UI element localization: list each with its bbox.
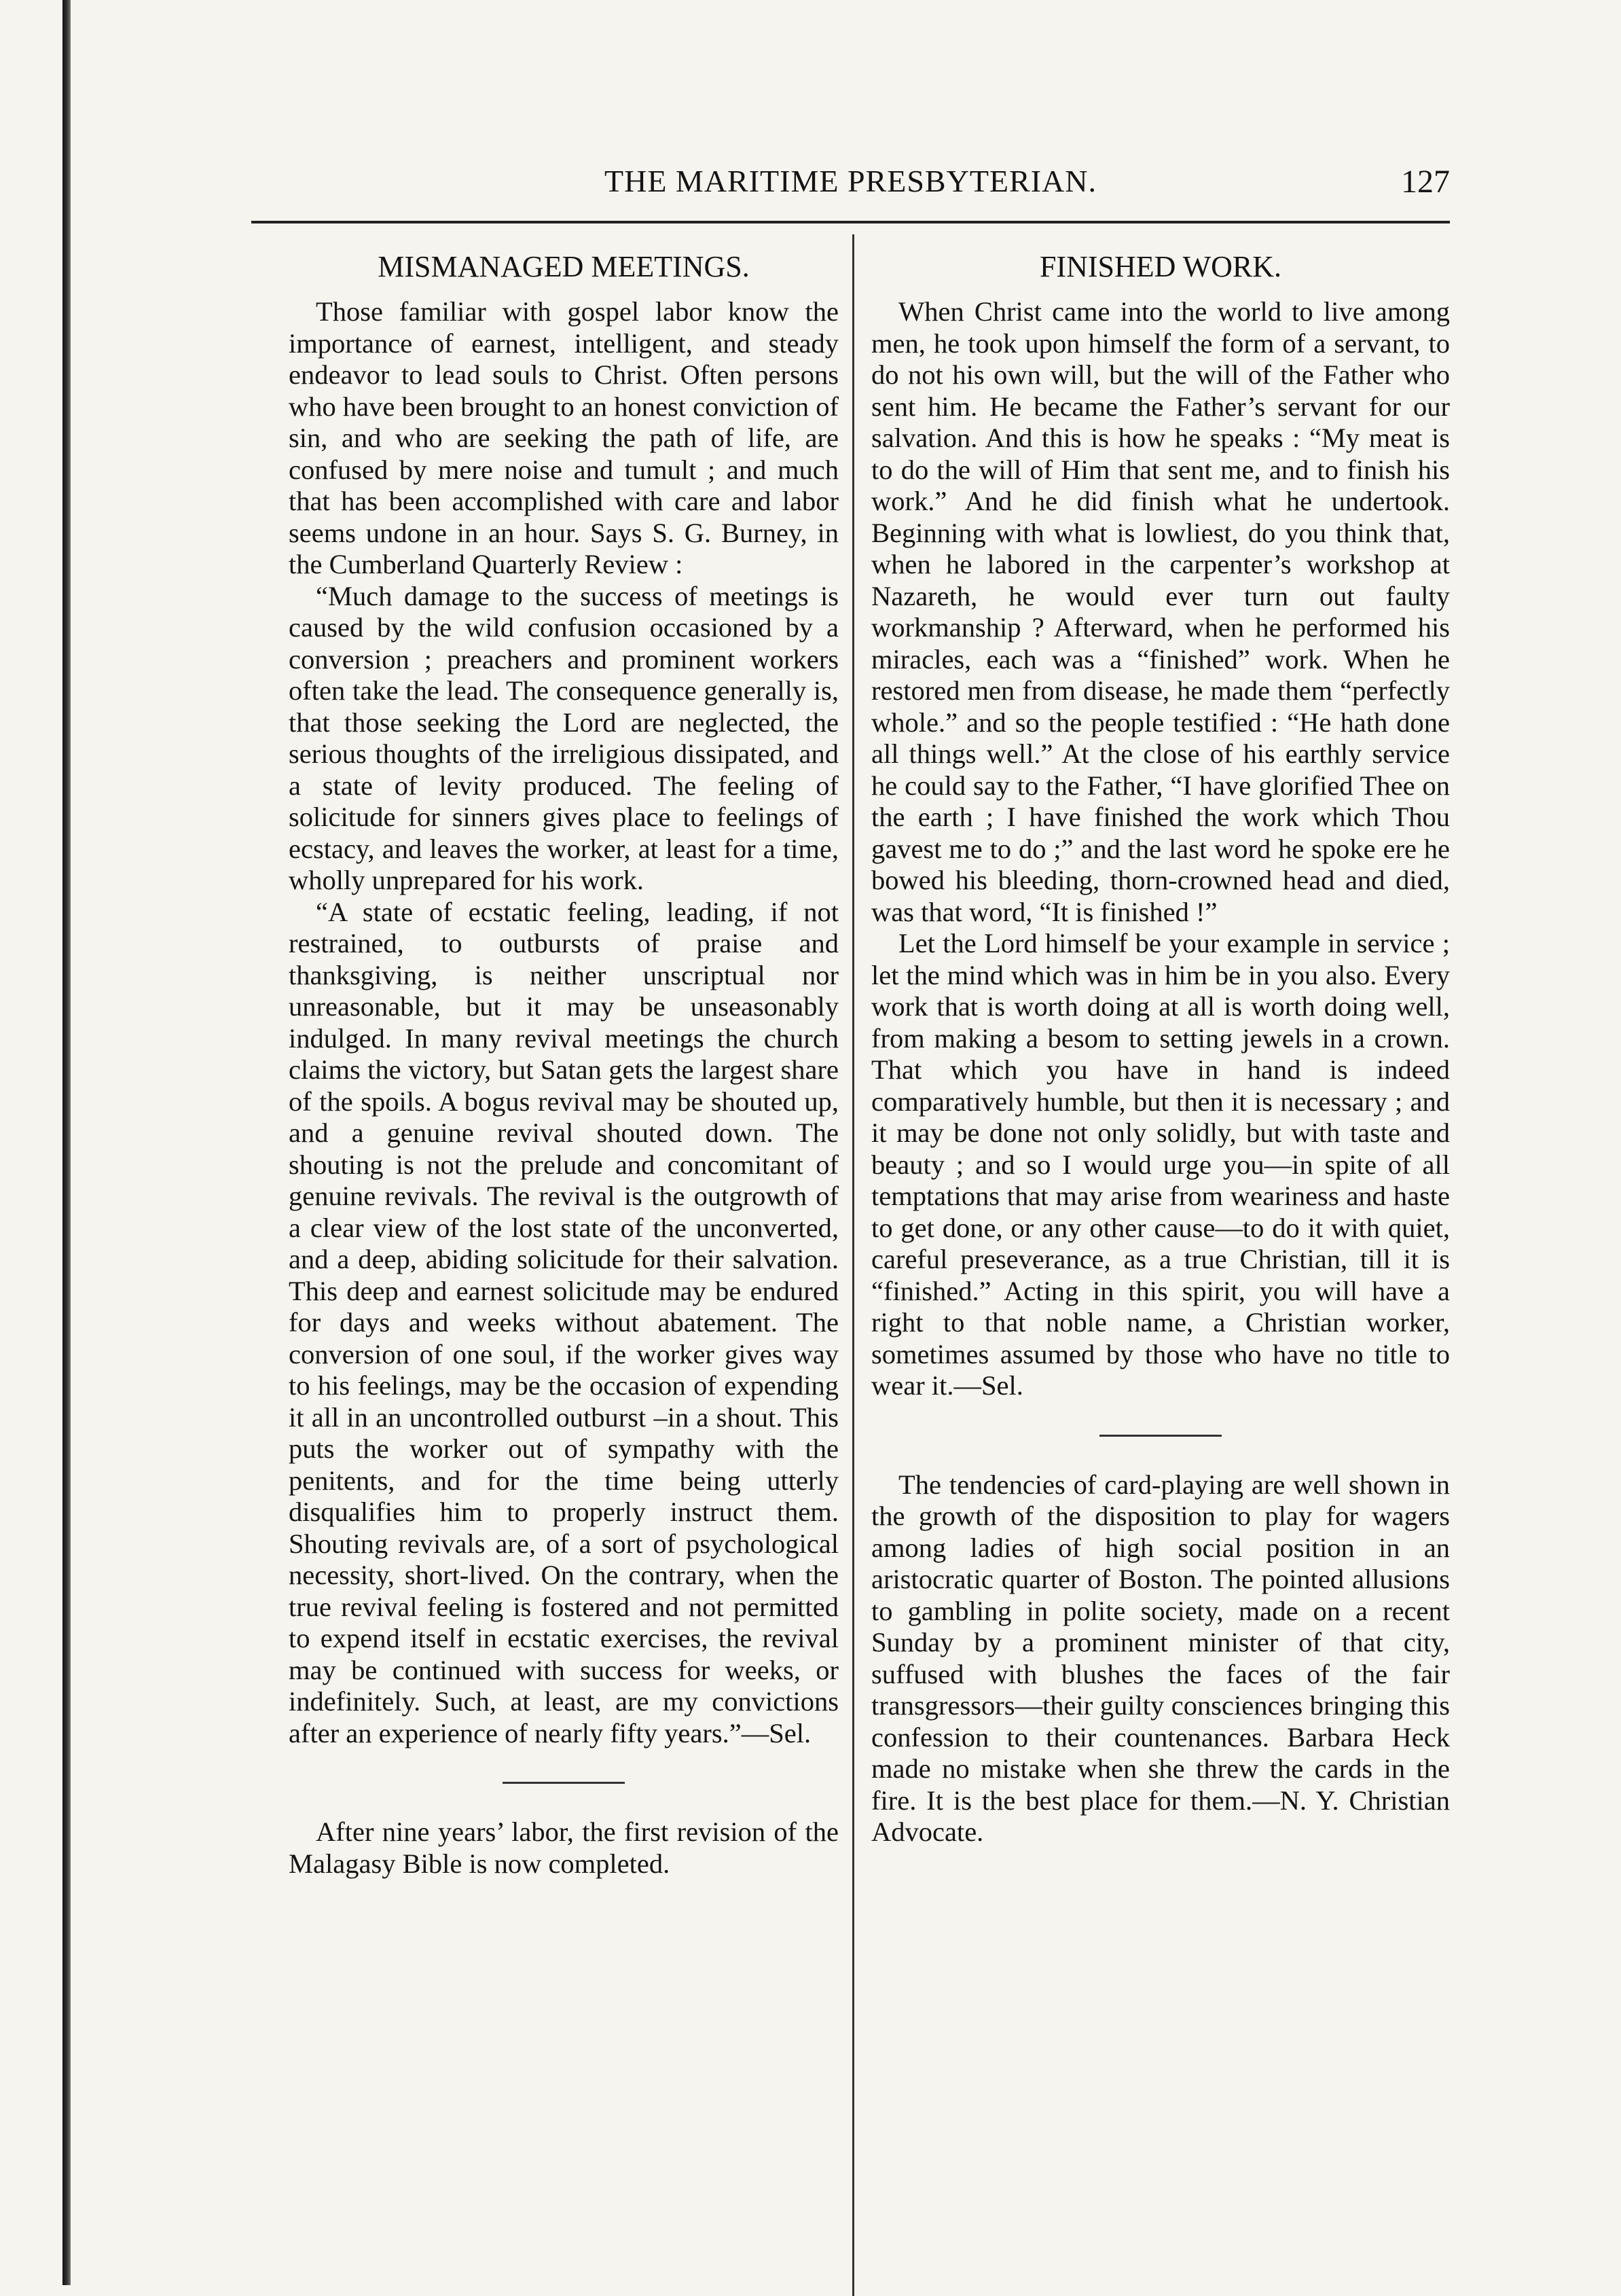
article-paragraph: When Christ came into the world to live among men, he took upon himself the form of a servant, to do not his own will, but the will of the Father who sent him. He became the Father’s servant for our salvation. And this is how he speaks : “My meat is to do the will of Him that sent me, and to finish his work.” And he did finish what he undertook. Beginning with what is lowliest, do you think that, when he labored in the carpenter’s workshop at Nazareth, he would ever turn out faulty workmanship ? Afterward, when he performed his miracles, each was a “finished” work. When he restored men from disease, he made them “perfectly whole.” and so the people testified : “He hath done all things well.” At the close of his earthly service he could say to the Father, “I have glorified Thee on the earth ; I have finished the work which Thou gavest me to do ;” and the last word he spoke ere he bowed his bleeding, thorn-crowned head and died, was that word, “It is finished !” [871,296,1450,927]
header-rule [251,221,1450,223]
article-paragraph: Let the Lord himself be your example in service ; let the mind which was in him be in you also. Every work that is worth doing at all is worth doing well, from making a besom to setting jewels in a crown. That which you have in hand is indeed comparatively humble, but then it is necessary ; and it may be done not only solidly, but with taste and beauty ; and so I would urge you—in spite of all temptations that may arise from weariness and haste to get done, or any other cause—to do it with quiet, careful preseverance, as a true Christian, till it is “finished.” Acting in this spirit, you will have a right to that noble name, a Christian worker, sometimes assumed by those who have no title to wear it.—Sel. [871,928,1450,1401]
running-title: THE MARITIME PRESBYTERIAN. [604,164,1097,198]
page-header [251,163,1450,217]
article-heading-finished-work: FINISHED WORK. [1039,250,1282,283]
malagasy-bible-notice: After nine years’ labor, the first revision of the Malagasy Bible is now completed. [289,1816,839,1879]
article-heading-mismanaged-meetings: MISMANAGED MEETINGS. [378,250,750,283]
column-divider [852,234,854,2296]
right-column [871,245,1450,1848]
left-column [289,245,839,1880]
page-number: 127 [1401,164,1450,200]
article-paragraph: “A state of ecstatic feeling, leading, if not restrained, to outbursts of praise and thanksgiving, is neither unscriptual nor unreasonable, but it may be unseasonably indulged. In many revival meetings the church claims the victory, but Satan gets the largest share of the spoils. A bogus revival may be shouted up, and a genuine revival shouted down. The shouting is not the prelude and concomitant of genuine revivals. The revival is the outgrowth of a clear view of the lost state of the unconverted, and a deep, abiding solicitude for their salvation. This deep and earnest solicitude may be endured for days and weeks without abatement. The conversion of one soul, if the worker gives way to his feelings, may be the occasion of expending it all in an uncontrolled outburst –in a shout. This puts the worker out of sympathy with the penitents, and for the time being utterly disqualifies him to properly instruct them. Shouting revivals are, of a sort of psychological necessity, short-lived. On the contrary, when the true revival feeling is fostered and not permitted to expend itself in ecstatic exercises, the revival may be continued with success for weeks, or indefinitely. Such, at least, are my convictions after an experience of nearly fifty years.”—Sel. [289,896,839,1748]
article-paragraph: Those familiar with gospel labor know the importance of earnest, intelligent, and steady endeavor to lead souls to Christ. Often persons who have been brought to an honest conviction of sin, and who are seeking the path of life, are confused by mere noise and tumult ; and much that has been accomplished with care and labor seems undone in an hour. Says S. G. Burney, in the Cumberland Quarterly Review : [289,296,839,579]
section-rule [1099,1435,1222,1437]
article-paragraph: “Much damage to the success of meetings is caused by the wild confusion occasioned by a conversion ; preachers and prominent workers often take the lead. The consequence generally is, that those seeking the Lord are neglected, the serious thoughts of the irreligious dissipated, and a state of levity produced. The feeling of solicitude for sinners gives place to feelings of ecstacy, and leaves the worker, at least for a time, wholly unprepared for his work. [289,580,839,895]
card-playing-paragraph: The tendencies of card-playing are well shown in the growth of the disposition to play for wagers among ladies of high social position in an aristocratic quarter of Boston. The pointed allusions to gambling in polite society, made on a recent Sunday by a prominent minister of that city, suffused with blushes the faces of the fair transgressors—their guilty consciences bringing this confession to their countenances. Barbara Heck made no mistake when she threw the cards in the fire. It is the best place for them.—N. Y. Christian Advocate. [871,1469,1450,1847]
section-rule [503,1782,625,1784]
page-binding-edge [62,0,71,2285]
